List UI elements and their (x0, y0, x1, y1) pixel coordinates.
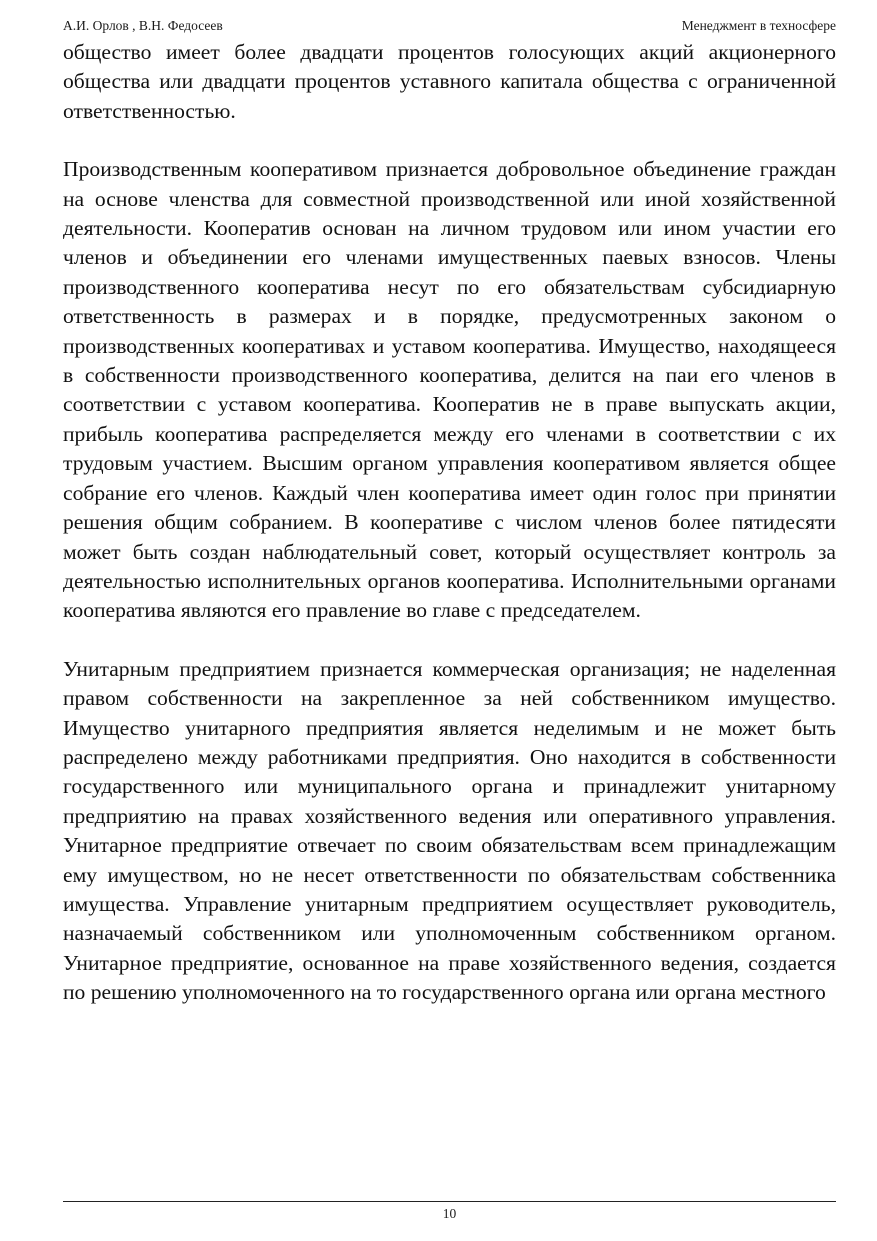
paragraph-unitary-enterprise: Унитарным предприятием признается коммерческая организация; не наделенная правом собственности на закрепленное за ней собственником имущество. Имущество унитарного предприятия является неделимым и не может быть распределено между работниками предприятия. Оно находится в собственности государственного или муниципального органа и принадлежит унитарному предприятию на правах хозяйственного ведения или оперативного управления. Унитарное предприятие отвечает по своим обязательствам всем принадлежащим ему имуществом, но не несет ответственности по обязательствам собственника имущества. Управление унитарным предприятием осуществляет руководитель, назначаемый собственником или уполномоченным собственником органом. Унитарное предприятие, основанное на праве хозяйственного ведения, создается по решению уполномоченного на то государственного органа или органа местного (63, 656, 836, 1005)
body-text (63, 38, 836, 1008)
document-page (63, 0, 836, 1241)
page-number: 10 (442, 1206, 457, 1221)
paragraph-production-cooperative: Производственным кооперативом признается добровольное объединение граждан на основе членства для совместной производственной или иной хозяйственной деятельности. Кооператив основан на личном трудовом или ином участии его членов и объединении его членами имущественных паевых взносов. Члены производственного кооператива несут по его обязательствам субсидиарную ответственность в размерах и в порядке, предусмотренных законом о производственных кооперативах и уставом кооператива. Имущество, находящееся в собственности производственного кооператива, делится на паи его членов в соответствии с уставом кооператива. Кооператив не в праве выпускать акции, прибыль кооператива распределяется между его членами в соответствии с их трудовым участием. Высшим органом управления кооперативом является общее собрание его членов. Каждый член кооператива имеет один голос при принятии решения общим собранием. В кооперативе с числом членов более пятидесяти может быть создан наблюдательный совет, который осуществляет контроль за деятельностью исполнительных органов кооператива. Исполнительными органами кооператива являются его правление во главе с председателем. (63, 157, 836, 623)
footer-divider (63, 1201, 836, 1202)
header-authors: А.И. Орлов , В.Н. Федосеев (63, 18, 223, 33)
header-book-title: Менеджмент в техносфере (681, 18, 836, 33)
paragraph-continuation: общество имеет более двадцати процентов голосующих акций акционерного общества или двадцати процентов уставного капитала общества с ограниченной ответственностью. (63, 40, 836, 123)
running-header (63, 16, 836, 36)
